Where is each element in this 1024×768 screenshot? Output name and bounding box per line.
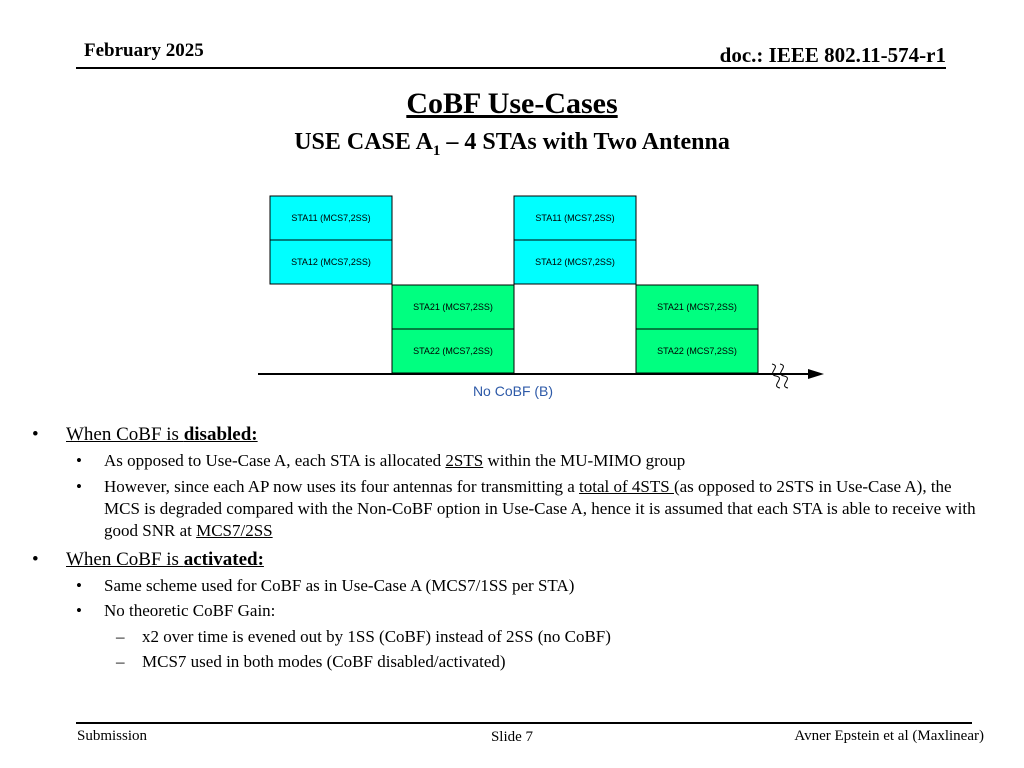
sta-box — [270, 196, 392, 240]
bullet-mcs-degraded: • However, since each AP now uses its four antennas for transmitting a total of 4STS (as opposed to 2STS in Use-Case A), the MCS is degraded compared with the Non-CoBF option in Use-Case A, hence it is assumed that each STA is able to receive with good SNR at MCS7/2SS — [76, 476, 976, 541]
bullet-cobf-disabled: • When CoBF is disabled: — [32, 424, 258, 445]
sta-box — [270, 240, 392, 284]
sta-box-label: STA11 (MCS7,2SS) — [535, 213, 615, 223]
bullet-cobf-activated: • When CoBF is activated: — [32, 548, 264, 570]
sta-box-label: STA22 (MCS7,2SS) — [413, 346, 493, 356]
sta-boxes — [270, 196, 758, 373]
footer-submission: Submission — [77, 728, 148, 744]
footer-slide-number: Slide 7 — [490, 729, 534, 745]
sta-box — [514, 240, 636, 284]
slide-title: CoBF Use-Cases — [406, 87, 618, 120]
sta-box-label: STA21 (MCS7,2SS) — [413, 302, 493, 312]
footer-divider — [76, 722, 972, 724]
bullet-no-gain: • No theoretic CoBF Gain: — [76, 601, 276, 621]
sta-box — [392, 329, 514, 373]
sta-box-label: STA21 (MCS7,2SS) — [657, 302, 737, 312]
sta-box-label: STA12 (MCS7,2SS) — [291, 257, 371, 267]
sta-box-label: STA11 (MCS7,2SS) — [291, 213, 371, 223]
time-axis-arrowhead — [808, 369, 824, 379]
bullet-mcs7-both-modes: – MCS7 used in both modes (CoBF disabled/activated) — [116, 652, 506, 672]
bullet-2sts-allocation: • As opposed to Use-Case A, each STA is allocated 2STS within the MU-MIMO group — [76, 451, 686, 471]
axis-break-icon — [772, 364, 788, 388]
sta-box-label: STA22 (MCS7,2SS) — [657, 346, 737, 356]
sta-box — [636, 329, 758, 373]
slide-subtitle: USE CASE $A_1 - 4$ STAs with Two Antenna — [294, 129, 730, 159]
sta-box-label: STA12 (MCS7,2SS) — [535, 257, 615, 267]
sta-box — [514, 196, 636, 240]
header-date: February 2025 — [84, 40, 204, 61]
sta-box — [392, 285, 514, 329]
sta-box — [636, 285, 758, 329]
bullet-list — [30, 418, 990, 674]
header-doc-id: doc.: IEEE 802.11-574-r1 — [719, 43, 946, 67]
footer-authors: Avner Epstein et al (Maxlinear) — [794, 728, 984, 744]
bullet-same-scheme: • Same scheme used for CoBF as in Use-Case A (MCS7/1SS per STA) — [76, 575, 575, 595]
bullet-x2-over-time: – x2 over time is evened out by 1SS (CoBF) instead of 2SS (no CoBF) — [116, 626, 611, 646]
diagram-caption: No CoBF (B) — [472, 383, 554, 399]
